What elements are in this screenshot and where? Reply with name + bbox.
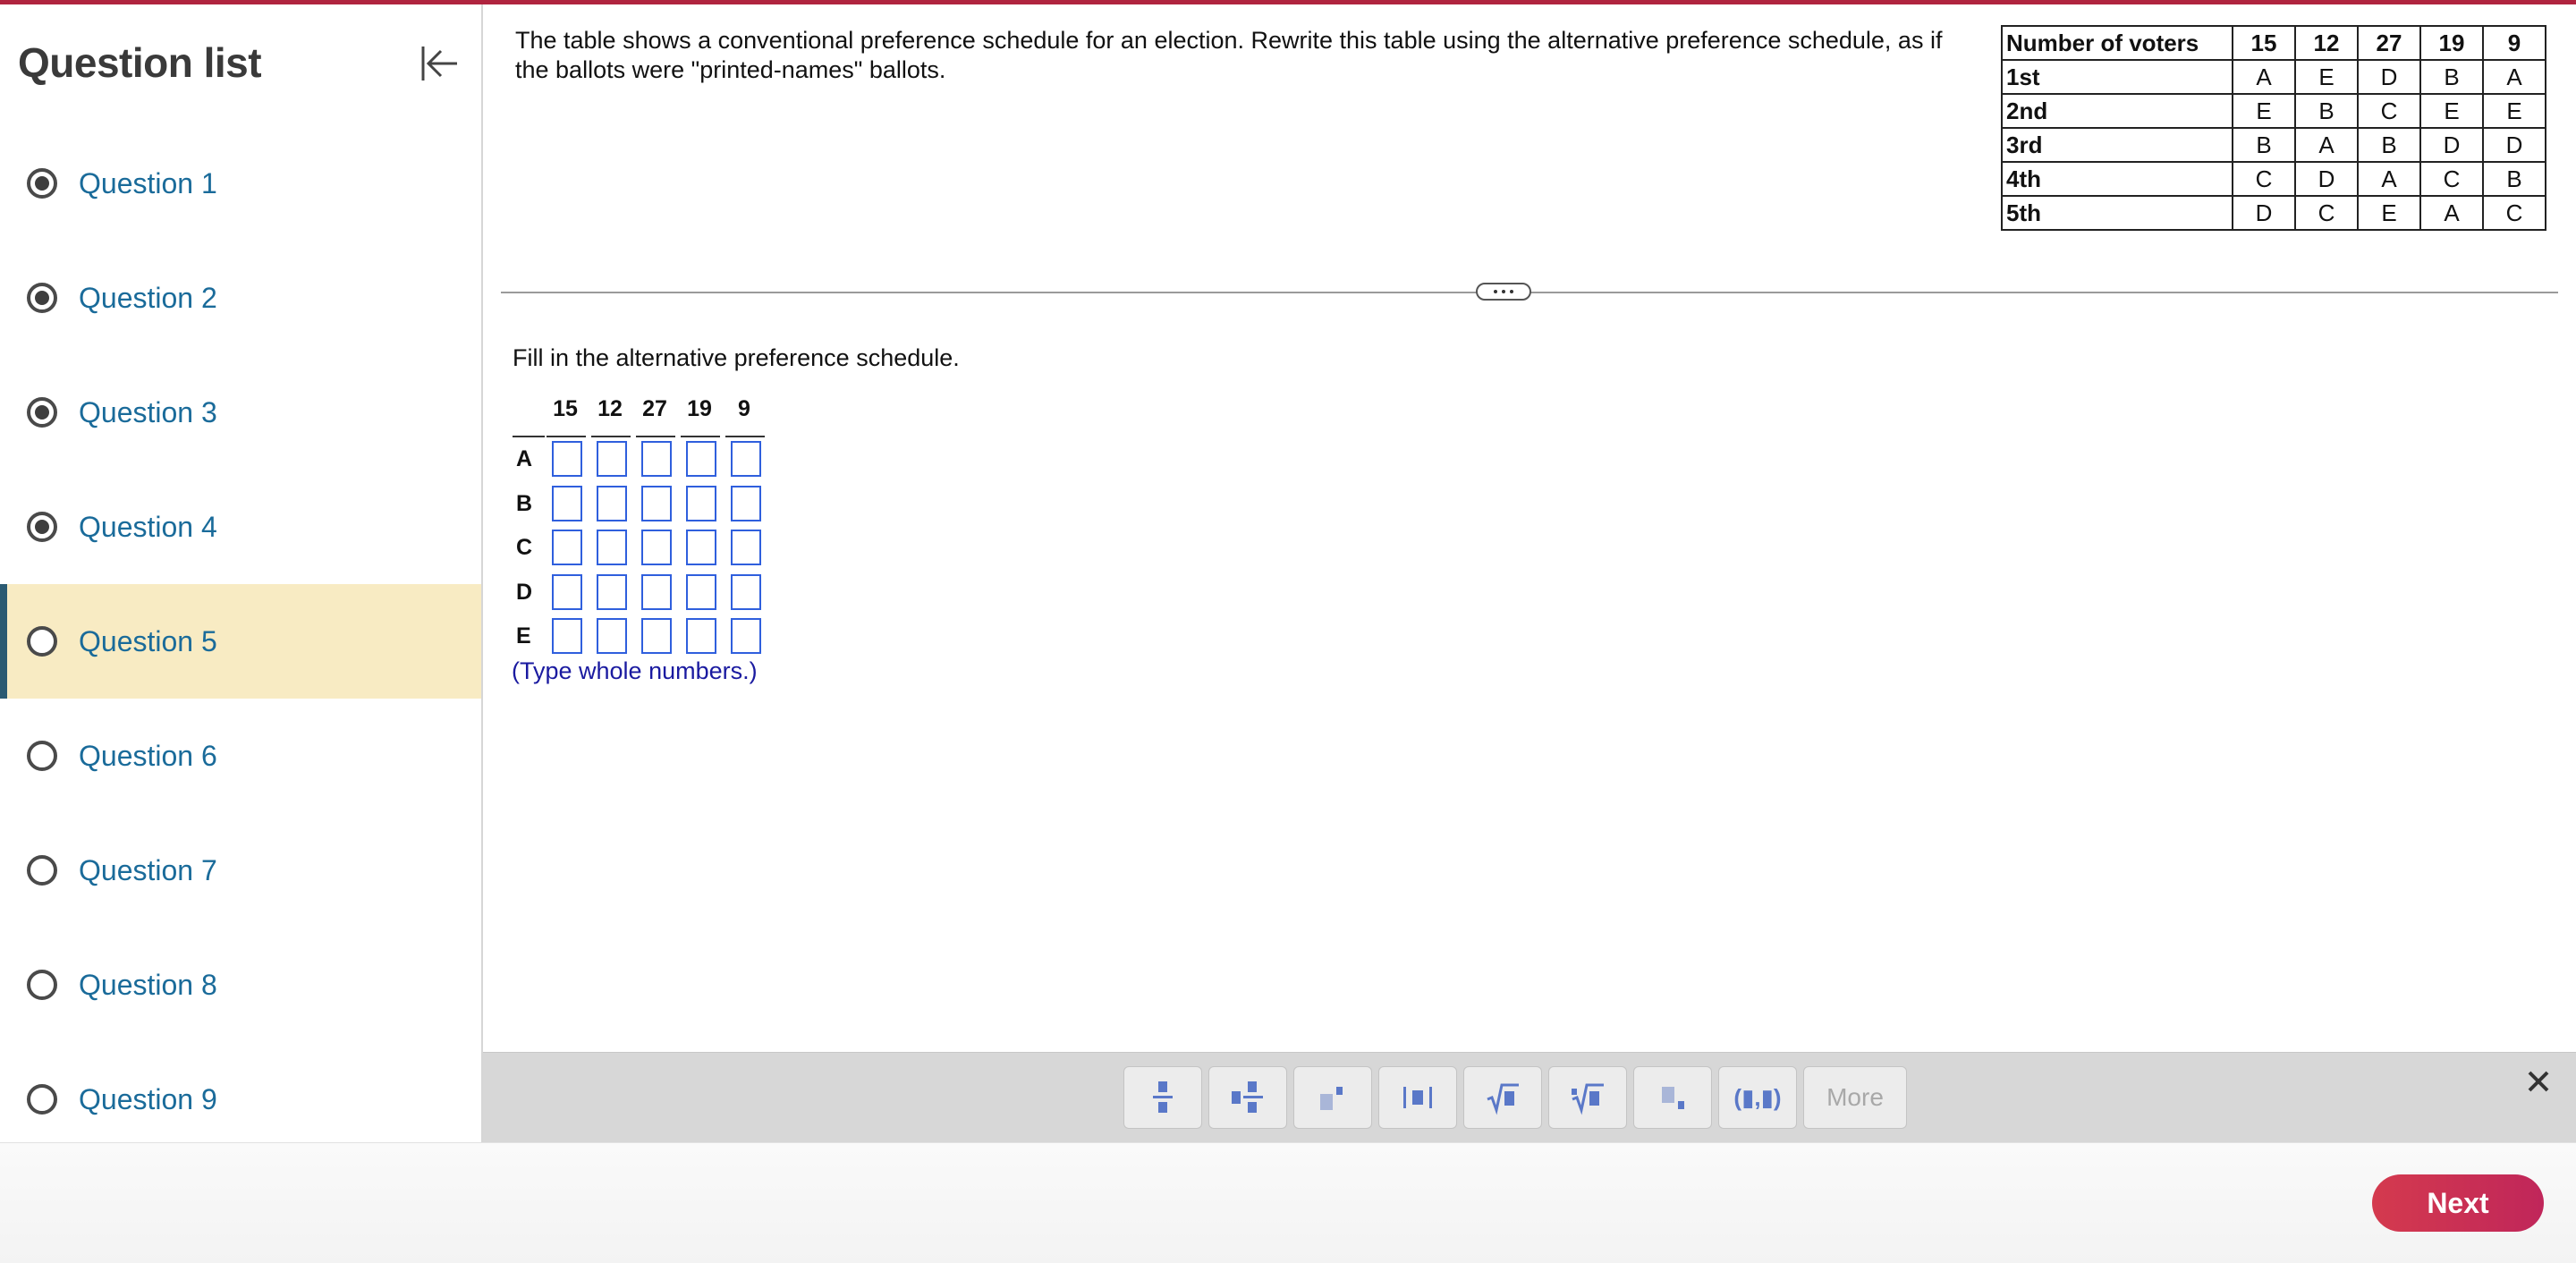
question-list-item[interactable] bbox=[0, 1042, 481, 1157]
header-underline bbox=[513, 436, 545, 437]
question-list bbox=[0, 126, 481, 1157]
table-cell: C bbox=[2483, 196, 2546, 230]
answer-input-box[interactable] bbox=[686, 618, 716, 654]
table-row bbox=[2002, 196, 2546, 230]
answer-column-header: 9 bbox=[738, 396, 750, 421]
answer-input-box[interactable] bbox=[731, 441, 761, 477]
question-list-item[interactable] bbox=[0, 355, 481, 470]
absolute-value-icon bbox=[1400, 1080, 1436, 1115]
question-list-item[interactable] bbox=[0, 699, 481, 813]
answer-input-box[interactable] bbox=[597, 530, 627, 565]
answered-radio-icon bbox=[27, 283, 57, 313]
answer-input-box[interactable] bbox=[552, 618, 582, 654]
sidebar-title: Question list bbox=[18, 39, 262, 86]
question-list-item[interactable] bbox=[0, 584, 481, 699]
answered-radio-icon bbox=[27, 512, 57, 542]
nth-root-button[interactable] bbox=[1548, 1066, 1627, 1129]
voter-count-cell: 15 bbox=[2233, 26, 2295, 60]
fraction-icon bbox=[1149, 1080, 1176, 1115]
answer-input-box[interactable] bbox=[686, 530, 716, 565]
answer-column-header: 15 bbox=[553, 396, 578, 421]
math-toolbar bbox=[483, 1052, 2576, 1143]
square-root-icon bbox=[1485, 1080, 1521, 1115]
question-list-item-label: Question 8 bbox=[79, 968, 217, 1001]
table-cell: A bbox=[2420, 196, 2483, 230]
table-cell: C bbox=[2358, 94, 2420, 128]
table-cell: E bbox=[2483, 94, 2546, 128]
table-cell: E bbox=[2358, 196, 2420, 230]
header-underline bbox=[636, 436, 675, 437]
resize-handle[interactable] bbox=[1476, 283, 1531, 301]
table-cell: E bbox=[2233, 94, 2295, 128]
voter-count-cell: 12 bbox=[2295, 26, 2358, 60]
question-list-item-label: Question 1 bbox=[79, 166, 217, 199]
answer-input-box[interactable] bbox=[686, 574, 716, 610]
table-cell: E bbox=[2295, 60, 2358, 94]
answer-input-box[interactable] bbox=[641, 441, 672, 477]
ordered-pair-icon: (▮,▮) bbox=[1733, 1083, 1782, 1111]
table-cell: D bbox=[2420, 128, 2483, 162]
answer-input-box[interactable] bbox=[641, 486, 672, 521]
rank-label: 1st bbox=[2002, 60, 2233, 94]
header-underline bbox=[591, 436, 631, 437]
footer-bar bbox=[0, 1142, 2576, 1263]
handle-dot bbox=[1494, 290, 1497, 293]
table-cell: C bbox=[2233, 162, 2295, 196]
table-cell: D bbox=[2233, 196, 2295, 230]
subscript-button[interactable] bbox=[1633, 1066, 1712, 1129]
table-cell: B bbox=[2358, 128, 2420, 162]
exponent-icon bbox=[1317, 1080, 1349, 1115]
answer-row-label: E bbox=[516, 623, 531, 648]
collapse-sidebar-button[interactable] bbox=[413, 38, 463, 89]
exponent-button[interactable] bbox=[1293, 1066, 1372, 1129]
question-list-sidebar bbox=[0, 4, 483, 1142]
table-cell: D bbox=[2295, 162, 2358, 196]
answer-input-box[interactable] bbox=[731, 530, 761, 565]
table-cell: D bbox=[2358, 60, 2420, 94]
question-list-item-label: Question 3 bbox=[79, 395, 217, 428]
answered-radio-icon bbox=[27, 168, 57, 199]
answer-input-box[interactable] bbox=[597, 486, 627, 521]
handle-dot bbox=[1502, 290, 1505, 293]
table-cell: A bbox=[2295, 128, 2358, 162]
unanswered-radio-icon bbox=[27, 970, 57, 1000]
question-list-item[interactable] bbox=[0, 241, 481, 355]
header-underline bbox=[725, 436, 765, 437]
question-list-item[interactable] bbox=[0, 813, 481, 928]
question-list-item-label: Question 4 bbox=[79, 510, 217, 543]
answer-input-box[interactable] bbox=[686, 441, 716, 477]
answer-input-box[interactable] bbox=[731, 574, 761, 610]
fraction-button[interactable] bbox=[1123, 1066, 1202, 1129]
header-underline bbox=[547, 436, 586, 437]
table-header-label: Number of voters bbox=[2002, 26, 2233, 60]
unanswered-radio-icon bbox=[27, 741, 57, 771]
answer-input-box[interactable] bbox=[597, 441, 627, 477]
answer-input-box[interactable] bbox=[552, 530, 582, 565]
answer-input-box[interactable] bbox=[686, 486, 716, 521]
table-row bbox=[2002, 60, 2546, 94]
question-list-item-label: Question 6 bbox=[79, 739, 217, 772]
table-cell: E bbox=[2420, 94, 2483, 128]
answer-column-header: 27 bbox=[642, 396, 667, 421]
answer-row-label: A bbox=[516, 446, 533, 471]
answer-column-header: 19 bbox=[687, 396, 712, 421]
answered-radio-icon bbox=[27, 397, 57, 428]
mixed-number-icon bbox=[1230, 1080, 1266, 1115]
answer-column-header: 12 bbox=[597, 396, 623, 421]
question-list-item-label: Question 7 bbox=[79, 853, 217, 886]
table-cell: B bbox=[2295, 94, 2358, 128]
answer-input-box[interactable] bbox=[731, 486, 761, 521]
answer-row-label: B bbox=[516, 490, 533, 516]
table-cell: C bbox=[2295, 196, 2358, 230]
answer-instruction: Fill in the alternative preference schedule. bbox=[513, 344, 960, 371]
table-cell: A bbox=[2483, 60, 2546, 94]
question-list-item-label: Question 5 bbox=[79, 624, 217, 657]
voter-count-cell: 27 bbox=[2358, 26, 2420, 60]
table-cell: B bbox=[2483, 162, 2546, 196]
table-header-row bbox=[2002, 26, 2546, 60]
question-list-item-label: Question 2 bbox=[79, 281, 217, 314]
table-cell: B bbox=[2420, 60, 2483, 94]
header-underline bbox=[681, 436, 720, 437]
ordered-pair-button[interactable] bbox=[1718, 1066, 1797, 1129]
unanswered-radio-icon bbox=[27, 855, 57, 886]
preference-schedule-table bbox=[2001, 25, 2546, 231]
rank-label: 4th bbox=[2002, 162, 2233, 196]
mixed-number-button[interactable] bbox=[1208, 1066, 1287, 1129]
close-toolbar-button[interactable] bbox=[2521, 1064, 2556, 1099]
voter-count-cell: 9 bbox=[2483, 26, 2546, 60]
answer-input-box[interactable] bbox=[731, 618, 761, 654]
table-row bbox=[2002, 128, 2546, 162]
answer-row-label: C bbox=[516, 535, 533, 560]
collapse-left-icon bbox=[418, 43, 459, 84]
answer-input-box[interactable] bbox=[597, 574, 627, 610]
question-text: The table shows a conventional preference schedule for an election. Rewrite this table using the alternative preference schedule, as if the ballots were "printed-names" ballots. bbox=[515, 27, 1943, 83]
question-panel bbox=[483, 4, 2576, 1053]
table-cell: A bbox=[2358, 162, 2420, 196]
table-row bbox=[2002, 162, 2546, 196]
unanswered-radio-icon bbox=[27, 1084, 57, 1115]
subscript-icon bbox=[1657, 1080, 1689, 1115]
close-icon bbox=[2527, 1070, 2550, 1093]
table-cell: D bbox=[2483, 128, 2546, 162]
handle-dot bbox=[1510, 290, 1513, 293]
nth-root-icon bbox=[1570, 1080, 1606, 1115]
next-button[interactable]: Next bbox=[2372, 1174, 2544, 1232]
question-list-item-label: Question 9 bbox=[79, 1082, 217, 1115]
answer-input-box[interactable] bbox=[641, 574, 672, 610]
answer-input-box[interactable] bbox=[641, 618, 672, 654]
answer-row-label: D bbox=[516, 579, 533, 605]
rank-label: 2nd bbox=[2002, 94, 2233, 128]
answer-input-box[interactable] bbox=[641, 530, 672, 565]
unanswered-radio-icon bbox=[27, 626, 57, 657]
table-cell: B bbox=[2233, 128, 2295, 162]
absolute-value-button[interactable] bbox=[1378, 1066, 1457, 1129]
table-cell: C bbox=[2420, 162, 2483, 196]
rank-label: 3rd bbox=[2002, 128, 2233, 162]
question-list-item[interactable] bbox=[0, 928, 481, 1042]
table-cell: A bbox=[2233, 60, 2295, 94]
answer-input-box[interactable] bbox=[552, 441, 582, 477]
voter-count-cell: 19 bbox=[2420, 26, 2483, 60]
more-tools-button[interactable]: More bbox=[1803, 1066, 1907, 1129]
answer-input-box[interactable] bbox=[552, 486, 582, 521]
table-row bbox=[2002, 94, 2546, 128]
question-list-item[interactable] bbox=[0, 470, 481, 584]
question-list-item[interactable] bbox=[0, 126, 481, 241]
answer-input-box[interactable] bbox=[552, 574, 582, 610]
square-root-button[interactable] bbox=[1463, 1066, 1542, 1129]
rank-label: 5th bbox=[2002, 196, 2233, 230]
answer-input-box[interactable] bbox=[597, 618, 627, 654]
answer-hint: (Type whole numbers.) bbox=[512, 657, 758, 684]
